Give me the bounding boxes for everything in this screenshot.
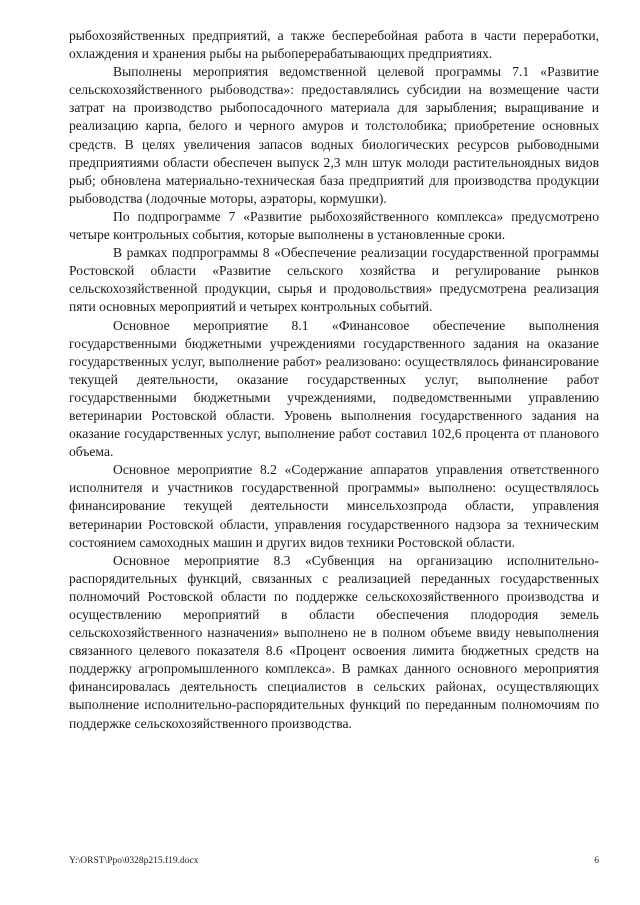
- footer-page-number: 6: [594, 856, 599, 866]
- paragraph-program-7-1: Выполнены мероприятия ведомственной целевой программы 7.1 «Развитие сельскохозяйственного рыбоводства»: предоставлялись субсидии на возмещение части затрат на производство рыбопосадочного материала для зарыбления; выращивание и реализацию карпа, белого и черного амуров и толстолобика; приобретение основных средств. В целях увеличения запасов водных биологических ресурсов рыбоводными предприятиями области обеспечен выпуск 2,3 млн штук молоди растительноядных видов рыб; обновлена материально-техническая база предприятий для производства продукции рыбоводства (лодочные моторы, аэраторы, кормушки).: [69, 64, 599, 206]
- paragraph-continuation: рыбохозяйственных предприятий, а также бесперебойная работа в части переработки, охлаждения и хранения рыбы на рыбоперерабатывающих предприятиях.: [69, 28, 599, 62]
- paragraph-measure-8-3: Основное мероприятие 8.3 «Субвенция на организацию исполнительно-распорядительных функций, связанных с реализацией переданных государственных полномочий Ростовской области по поддержке сельскохозяйственного производства и осуществлению мероприятий в области обеспечения плодородия земель сельскохозяйственного назначения» выполнено не в полном объеме ввиду невыполнения связанного целевого показателя 8.6 «Процент освоения лимита бюджетных средств на поддержку агропромышленного комплекса». В рамках данного основного мероприятия финансировалась деятельность специалистов в сельских районах, осуществляющих выполнение исполнительно-распорядительных функций по переданным полномочиям по поддержке сельскохозяйственного производства.: [69, 552, 599, 731]
- paragraph-subprogram-8: В рамках подпрограммы 8 «Обеспечение реализации государственной программы Ростовской области «Развитие сельского хозяйства и регулирование рынков сельскохозяйственной продукции, сырья и продовольствия» предусмотрена реализация пяти основных мероприятий и четырех контрольных событий.: [69, 245, 599, 315]
- document-body: [69, 27, 599, 733]
- paragraph-measure-8-1: Основное мероприятие 8.1 «Финансовое обеспечение выполнения государственными бюджетными учреждениями государственного задания на оказание государственных услуг, выполнение работ» реализовано: осуществлялось финансирование текущей деятельности, оказание государственных услуг, выполнение работ государственными бюджетными учреждениями, подведомственными управлению ветеринарии Ростовской области. Уровень выполнения государственного задания на оказание государственных услуг, выполнение работ составил 102,6 процента от планового объема.: [69, 317, 599, 460]
- paragraph-measure-8-2: Основное мероприятие 8.2 «Содержание аппаратов управления ответственного исполнителя и участников государственной программы» выполнено: осуществлялось финансирование текущей деятельности минсельхозпрода области, управления ветеринарии Ростовской области, управления государственного надзора за техническим состоянием самоходных машин и других видов техники Ростовской области.: [69, 462, 599, 550]
- footer-file-path: Y:\ORST\Ppo\0328p215.f19.docx: [69, 856, 199, 866]
- paragraph-subprogram-7: По подпрограмме 7 «Развитие рыбохозяйственного комплекса» предусмотрено четыре контрольных события, которые выполнены в установленные сроки.: [69, 208, 599, 243]
